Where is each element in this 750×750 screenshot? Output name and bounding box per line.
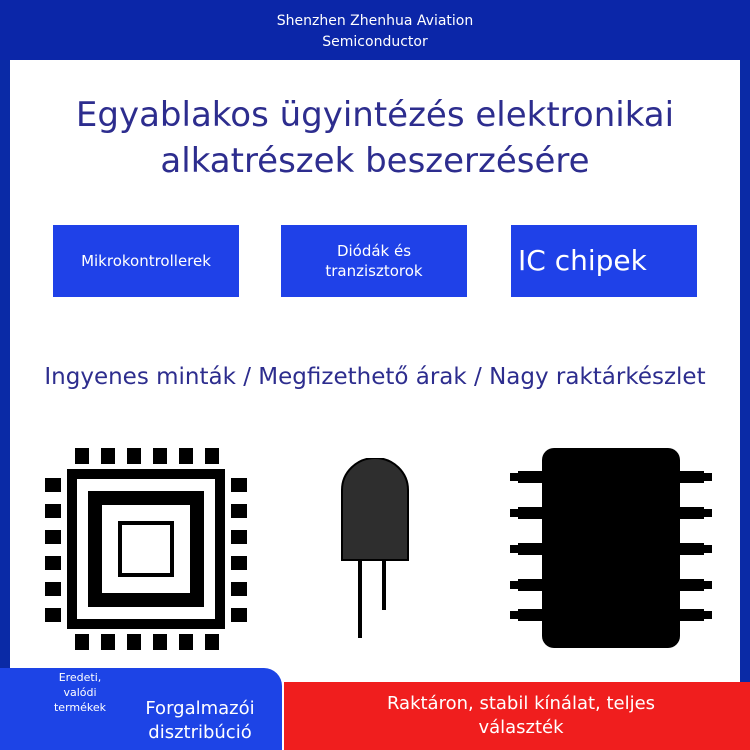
stock-label: [360, 692, 682, 740]
stock-line2: választék: [478, 717, 564, 738]
genuine-line3: termékek: [53, 701, 106, 714]
microcontroller-chip-icon: [45, 448, 247, 650]
category-ic-chips[interactable]: [511, 225, 697, 297]
genuine-line1: Eredeti,: [58, 671, 102, 684]
stock-line1: Raktáron, stabil kínálat, teljes: [386, 693, 656, 714]
category-label: [325, 241, 422, 281]
genuine-products-label: [36, 670, 124, 715]
distribution-label: [133, 697, 267, 745]
category-label: IC chipek: [518, 244, 647, 277]
distribution-line2: disztribúció: [148, 722, 252, 743]
category-microcontrollers[interactable]: [53, 225, 239, 297]
diode-icon: [340, 458, 410, 640]
genuine-line2: valódi: [63, 686, 97, 699]
category-diodes-transistors[interactable]: [281, 225, 467, 297]
company-name-line1: Shenzhen Zhenhua Aviation: [276, 13, 474, 29]
company-name-line2: Semiconductor: [322, 34, 428, 50]
ic-chip-icon: [508, 446, 714, 650]
category-label-line1: Diódák és: [336, 242, 412, 260]
title-line1: Egyablakos ügyintézés elektronikai: [75, 95, 675, 135]
page-title: [0, 92, 750, 184]
distribution-line1: Forgalmazói: [145, 698, 255, 719]
header-bar: [0, 0, 750, 60]
category-label-line2: tranzisztorok: [325, 262, 423, 280]
category-label: Mikrokontrollerek: [81, 252, 211, 270]
perks-line: Ingyenes minták / Megfizethető árak / Nagy raktárkészlet: [44, 364, 706, 390]
title-line2: alkatrészek beszerzésére: [160, 141, 590, 181]
